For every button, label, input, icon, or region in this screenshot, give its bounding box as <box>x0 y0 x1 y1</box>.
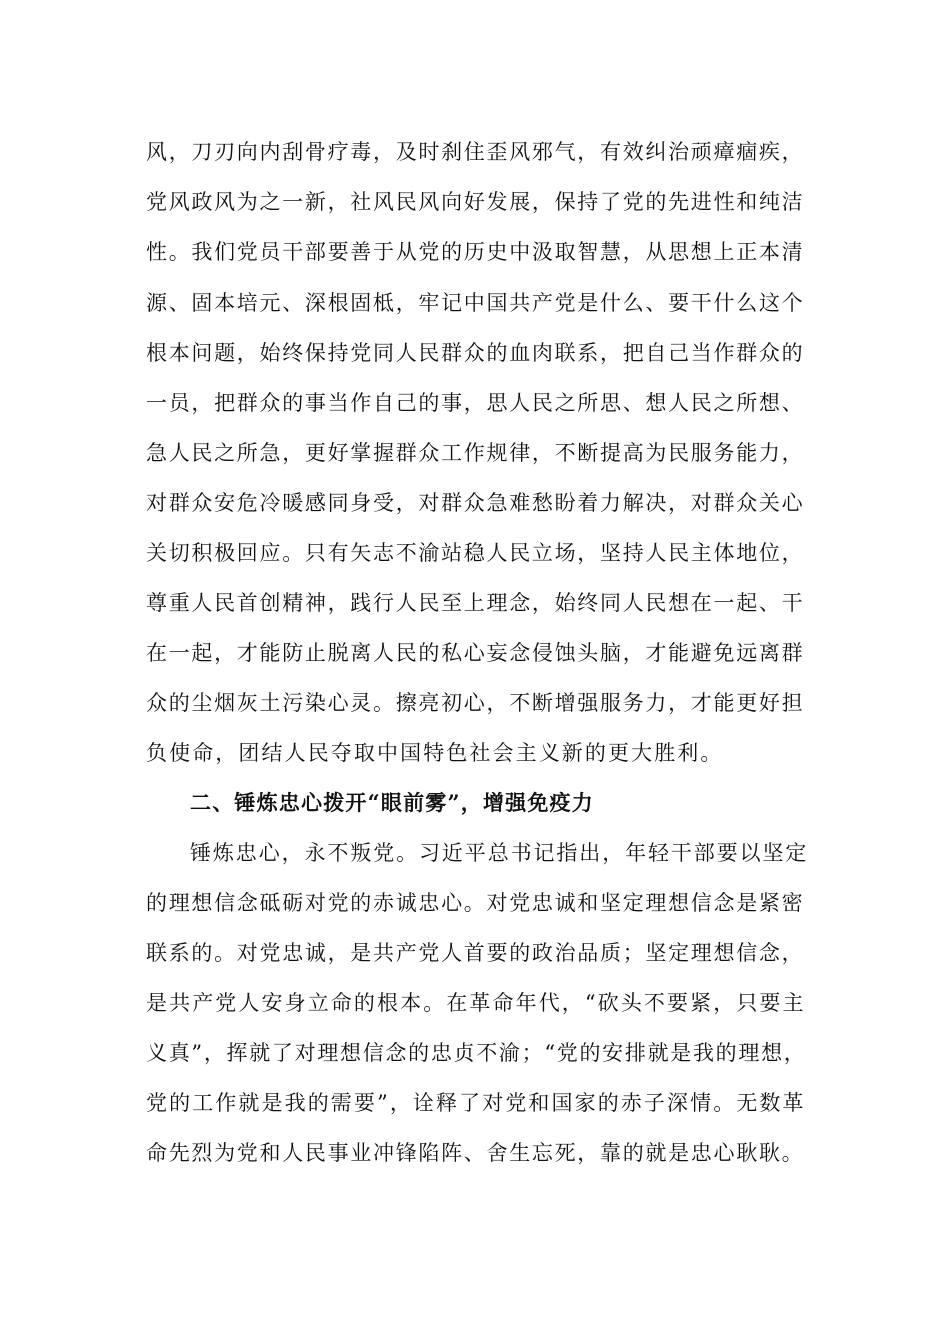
body-text-line: 锤炼忠心，永不叛党。习近平总书记指出，年轻干部要以坚定 <box>190 841 809 865</box>
body-text-line: 的理想信念砥砺对党的赤诚忠心。对党忠诚和坚定理想信念是紧密 <box>146 891 805 915</box>
body-text-line: 联系的。对党忠诚，是共产党人首要的政治品质；坚定理想信念， <box>146 941 805 965</box>
body-text-line: 尊重人民首创精神，践行人民至上理念，始终同人民想在一起、干 <box>146 591 805 615</box>
body-text-line: 众的尘烟灰土污染心灵。擦亮初心，不断增强服务力，才能更好担 <box>146 691 805 715</box>
body-text-line: 一员，把群众的事当作自己的事，思人民之所思、想人民之所想、 <box>146 391 805 415</box>
body-text-line: 负使命，团结人民夺取中国特色社会主义新的更大胜利。 <box>146 741 724 765</box>
body-text-line: 风，刀刃向内刮骨疗毒，及时刹住歪风邪气，有效纠治顽瘴痼疾， <box>146 140 805 164</box>
body-text-line: 在一起，才能防止脱离人民的私心妄念侵蚀头脑，才能避免远离群 <box>146 641 805 665</box>
body-text-line: 义真”，挥就了对理想信念的忠贞不渝；“党的安排就是我的理想， <box>146 1041 807 1065</box>
section-heading: 二、锤炼忠心拨开“眼前雾”，增强免疫力 <box>190 790 594 815</box>
body-text-line: 关切积极回应。只有矢志不渝站稳人民立场，坚持人民主体地位， <box>146 541 805 565</box>
body-text-line: 源、固本培元、深根固柢，牢记中国共产党是什么、要干什么这个 <box>146 291 805 315</box>
body-text-line: 是共产党人安身立命的根本。在革命年代，“砍头不要紧，只要主 <box>146 991 806 1015</box>
body-text-line: 党的工作就是我的需要”，诠释了对党和国家的赤子深情。无数革 <box>146 1091 806 1115</box>
body-text-line: 命先烈为党和人民事业冲锋陷阵、舍生忘死，靠的就是忠心耿耿。 <box>146 1141 805 1165</box>
body-text-line: 急人民之所急，更好掌握群众工作规律，不断提高为民服务能力， <box>146 441 805 465</box>
body-text-line: 党风政风为之一新，社风民风向好发展，保持了党的先进性和纯洁 <box>146 190 805 214</box>
body-text-line: 性。我们党员干部要善于从党的历史中汲取智慧，从思想上正本清 <box>146 240 805 264</box>
body-text-line: 对群众安危冷暖感同身受，对群众急难愁盼着力解决，对群众关心 <box>146 491 805 515</box>
body-text-line: 根本问题，始终保持党同人民群众的血肉联系，把自己当作群众的 <box>146 341 805 365</box>
